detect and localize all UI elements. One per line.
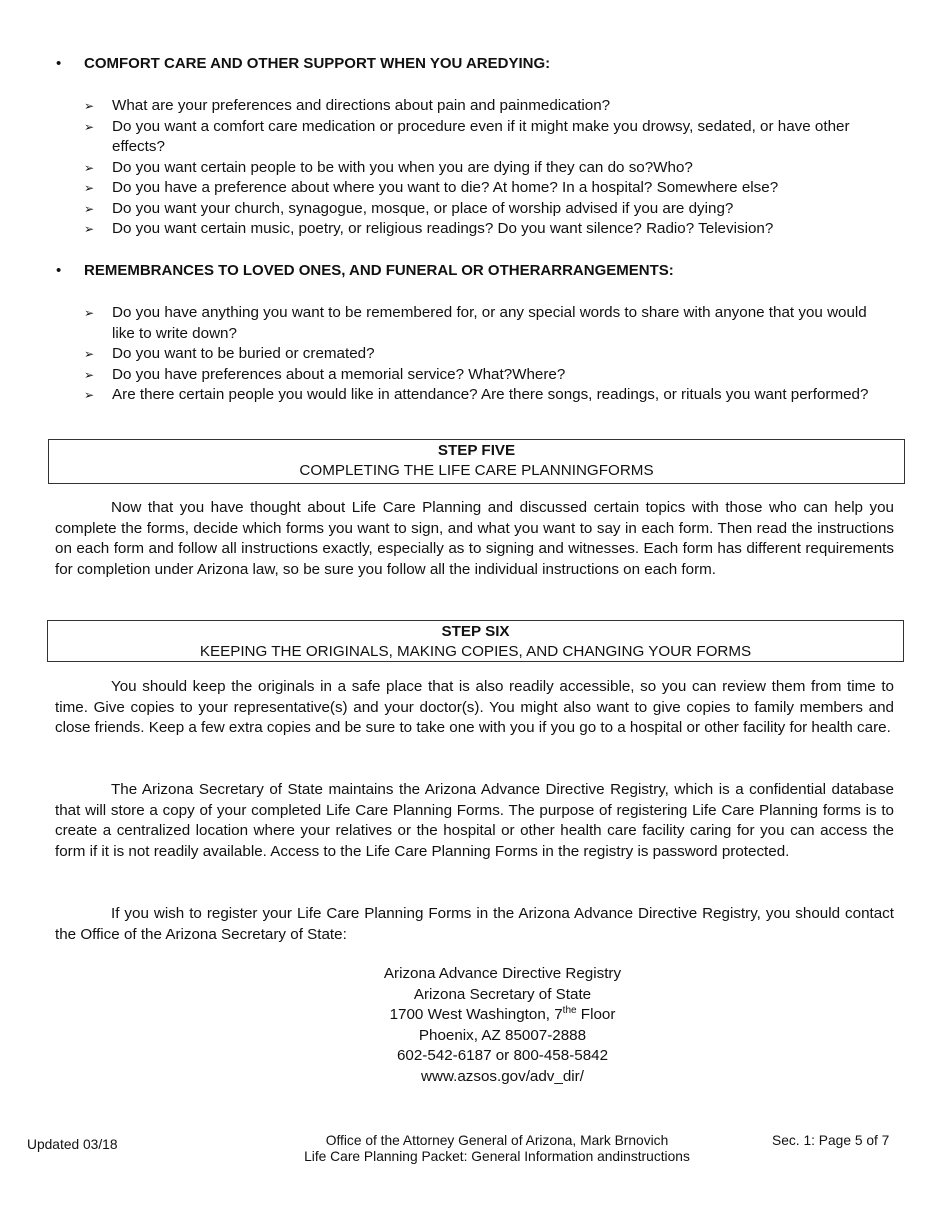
list-item-text: Do you have preferences about a memorial service? What?Where? (112, 365, 566, 383)
arrow-bullet-icon: ➢ (84, 160, 95, 175)
arrow-bullet-icon: ➢ (84, 201, 95, 216)
arrow-bullet-icon: ➢ (84, 306, 95, 320)
list-item (84, 385, 874, 406)
list-item-text: Do you have a preference about where you want to die? At home? In a hospital? Somewhere else? (112, 179, 779, 196)
list-item (84, 303, 874, 344)
list-item (84, 178, 874, 199)
list-item (84, 96, 874, 117)
footer-packet-title: Life Care Planning Packet: General Information andinstructions (304, 1149, 690, 1164)
step-five-paragraph: Now that you have thought about Life Care Planning and discussed certain topics with those who can help you complete the forms, decide which forms you want to sign, and what you want to say in each form. Then read the instructions on each form and follow all instructions exactly, especially as to signing and witnesses. Each form has different requirements for completion under Arizona law, so be sure you follow all the individual instructions on each form. (55, 499, 894, 578)
step-six-paragraph-originals: You should keep the originals in a safe place that is also readily accessible, so you can review them from time to time. Give copies to your representative(s) and your doctor(s). You might also want to give copies to family members and close friends. Keep a few extra copies and be sure to take one with you if you go to a hospital or other facility for health care. (55, 678, 894, 737)
step-six-paragraph-register: If you wish to register your Life Care Planning Forms in the Arizona Advance Directive Registry, you should contact the Office of the Arizona Secretary of State: (55, 905, 894, 943)
arrow-bullet-icon: ➢ (84, 222, 95, 236)
registry-address (300, 964, 705, 1087)
arrow-bullet-icon: ➢ (84, 99, 95, 113)
list-item-text: Do you want certain people to be with you when you are dying if they can do so?Who? (112, 158, 693, 176)
step-five-title: STEP FIVE (437, 442, 516, 459)
list-item-text: Do you want a comfort care medication or procedure even if it might make you drowsy, sedated, or have other effects? (112, 117, 850, 155)
section-heading-text: COMFORT CARE AND OTHER SUPPORT WHEN YOU AREDYING: (84, 55, 551, 72)
section-heading-comfort-care (56, 55, 550, 72)
address-phone: 602-542-6187 or 800-458-5842 (396, 1047, 609, 1064)
list-item (84, 344, 874, 365)
list-item (84, 365, 874, 386)
step-six-title: STEP SIX (441, 623, 510, 640)
section-heading-text: REMEMBRANCES TO LOVED ONES, AND FUNERAL OR OTHERARRANGEMENTS: (84, 262, 674, 279)
address-line-street (300, 1005, 705, 1026)
arrow-bullet-icon: ➢ (84, 367, 95, 382)
address-line: Phoenix, AZ 85007-2888 (418, 1026, 587, 1044)
address-floor-text: Floor (576, 1006, 616, 1023)
address-floor-suffix: the (562, 1004, 577, 1016)
remembrances-question-list (84, 303, 874, 406)
address-line: Arizona Advance Directive Registry (383, 965, 622, 982)
address-street-text: 1700 West Washington, 7 (389, 1006, 563, 1023)
step-five-box (48, 439, 905, 484)
list-item-text: Do you want your church, synagogue, mosque, or place of worship advised if you are dying? (112, 199, 734, 217)
arrow-bullet-icon: ➢ (84, 388, 95, 402)
arrow-bullet-icon: ➢ (84, 181, 95, 195)
address-line: Arizona Secretary of State (413, 985, 592, 1003)
list-item (84, 158, 874, 179)
bullet: • (56, 262, 62, 279)
footer-center (280, 1133, 714, 1165)
list-item (84, 199, 874, 220)
comfort-care-question-list (84, 96, 874, 240)
step-five-subtitle: COMPLETING THE LIFE CARE PLANNINGFORMS (299, 462, 654, 479)
list-item-text: Do you want certain music, poetry, or religious readings? Do you want silence? Radio? Television? (112, 220, 774, 237)
arrow-bullet-icon: ➢ (84, 347, 95, 361)
list-item (84, 117, 874, 158)
list-item-text: What are your preferences and directions about pain and painmedication? (112, 97, 611, 114)
step-six-subtitle: KEEPING THE ORIGINALS, MAKING COPIES, AND CHANGING YOUR FORMS (199, 643, 752, 660)
footer-updated: Updated 03/18 (27, 1137, 118, 1152)
arrow-bullet-icon: ➢ (84, 119, 95, 134)
footer-page-number: Sec. 1: Page 5 of 7 (772, 1133, 890, 1148)
step-six-box (47, 620, 904, 662)
bullet: • (56, 55, 62, 72)
list-item-text: Do you have anything you want to be remembered for, or any special words to share with anyone that you would like to write down? (112, 304, 867, 342)
section-heading-remembrances (56, 262, 674, 279)
step-six-paragraph-registry: The Arizona Secretary of State maintains the Arizona Advance Directive Registry, which is a confidential database that will store a copy of your completed Life Care Planning Forms. The purpose of registering Life Care Planning forms is to create a centralized location where your relatives or the hospital or other health care facility caring for you can access the form if it is not readily available. Access to the Life Care Planning Forms in the registry is password protected. (55, 781, 894, 860)
list-item-text: Are there certain people you would like in attendance? Are there songs, readings, or rituals you want performed? (112, 386, 869, 403)
list-item-text: Do you want to be buried or cremated? (112, 345, 375, 362)
list-item (84, 219, 874, 240)
address-website: www.azsos.gov/adv_dir/ (421, 1067, 584, 1085)
footer-office: Office of the Attorney General of Arizona, Mark Brnovich (325, 1133, 669, 1148)
